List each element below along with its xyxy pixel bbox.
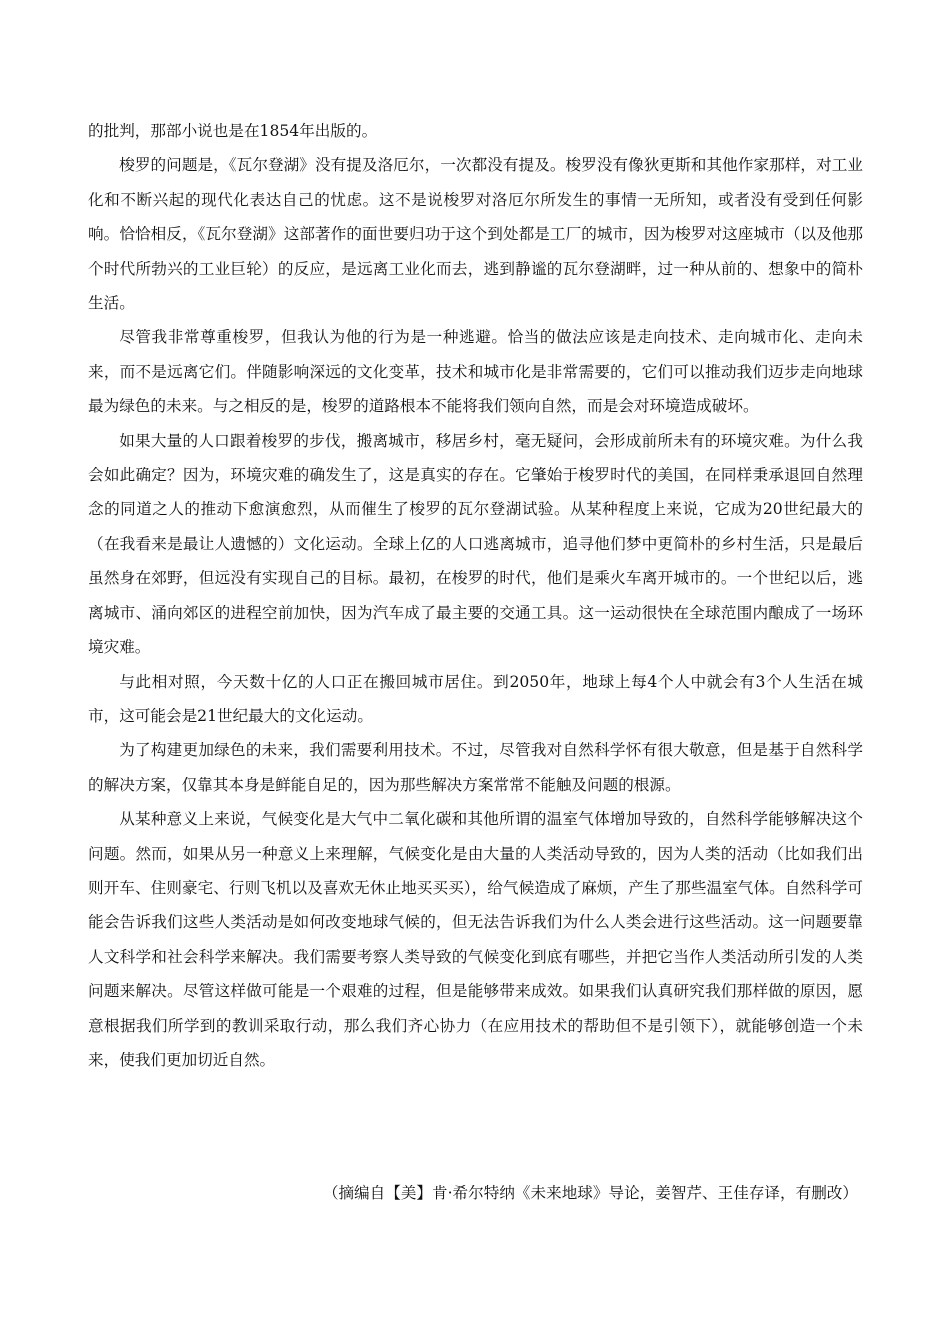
paragraph-return-to-cities: 与此相对照，今天数十亿的人口正在搬回城市居住。到2050年，地球上每4个人中就会有3个人生活在城市，这可能会是21世纪最大的文化运动。 bbox=[88, 672, 863, 725]
article-body bbox=[88, 114, 863, 1077]
paragraph-technology: 为了构建更加绿色的未来，我们需要利用技术。不过，尽管我对自然科学怀有很大敬意，但是基于自然科学的解决方案，仅靠其本身是鲜能自足的，因为那些解决方案常常不能触及问题的根源。 bbox=[88, 741, 863, 794]
paragraph-environmental-disaster: 如果大量的人口跟着梭罗的步伐，搬离城市，移居乡村，毫无疑问，会形成前所未有的环境灾难。为什么我会如此确定？因为，环境灾难的确发生了，这是真实的存在。它肇始于梭罗时代的美国，在同样秉承退回自然理念的同道之人的推动下愈演愈烈，从而催生了梭罗的瓦尔登湖试验。从某种程度上来说，它成为20世纪最大的（在我看来是最让人遗憾的）文化运动。全球上亿的人口逃离城市，追寻他们梦中更简朴的乡村生活，只是最后虽然身在郊野，但远没有实现自己的目标。最初，在梭罗的时代，他们是乘火车离开城市的。一个世纪以后，逃离城市、涌向郊区的进程空前加快，因为汽车成了最主要的交通工具。这一运动很快在全球范围内酿成了一场环境灾难。 bbox=[88, 431, 863, 657]
source-citation: （摘编自【美】肯·希尔特纳《未来地球》导论，姜智芹、王佳存译，有删改） bbox=[322, 1184, 858, 1202]
paragraph-climate-change: 从某种意义上来说，气候变化是大气中二氧化碳和其他所谓的温室气体增加导致的，自然科学能够解决这个问题。然而，如果从另一种意义上来理解，气候变化是由大量的人类活动导致的，因为人类的活动（比如我们出则开车、住则豪宅、行则飞机以及喜欢无休止地买买买），给气候造成了麻烦，产生了那些温室气体。自然科学可能会告诉我们这些人类活动是如何改变地球气候的，但无法告诉我们为什么人类会进行这些活动。这一问题要靠人文科学和社会科学来解决。我们需要考察人类导致的气候变化到底有哪些，并把它当作人类活动所引发的人类问题来解决。尽管这样做可能是一个艰难的过程，但是能够带来成效。如果我们认真研究我们那样做的原因，愿意根据我们所学到的教训采取行动，那么我们齐心协力（在应用技术的帮助但不是引领下），就能够创造一个未来，使我们更加切近自然。 bbox=[88, 810, 863, 1069]
paragraph-continuation: 的批判，那部小说也是在1854年出版的。 bbox=[88, 122, 378, 140]
paragraph-escape: 尽管我非常尊重梭罗，但我认为他的行为是一种逃避。恰当的做法应该是走向技术、走向城市化、走向未来，而不是远离它们。伴随影响深远的文化变革，技术和城市化是非常需要的，它们可以推动我们迈步走向地球最为绿色的未来。与之相反的是，梭罗的道路根本不能将我们领向自然，而是会对环境造成破坏。 bbox=[88, 328, 863, 416]
paragraph-thoreau-problem: 梭罗的问题是，《瓦尔登湖》没有提及洛厄尔，一次都没有提及。梭罗没有像狄更斯和其他作家那样，对工业化和不断兴起的现代化表达自己的忧虑。这不是说梭罗对洛厄尔所发生的事情一无所知，或者没有受到任何影响。恰恰相反，《瓦尔登湖》这部著作的面世要归功于这个到处都是工厂的城市，因为梭罗对这座城市（以及他那个时代所勃兴的工业巨轮）的反应，是远离工业化而去，逃到静谧的瓦尔登湖畔，过一种从前的、想象中的简朴生活。 bbox=[88, 156, 863, 313]
